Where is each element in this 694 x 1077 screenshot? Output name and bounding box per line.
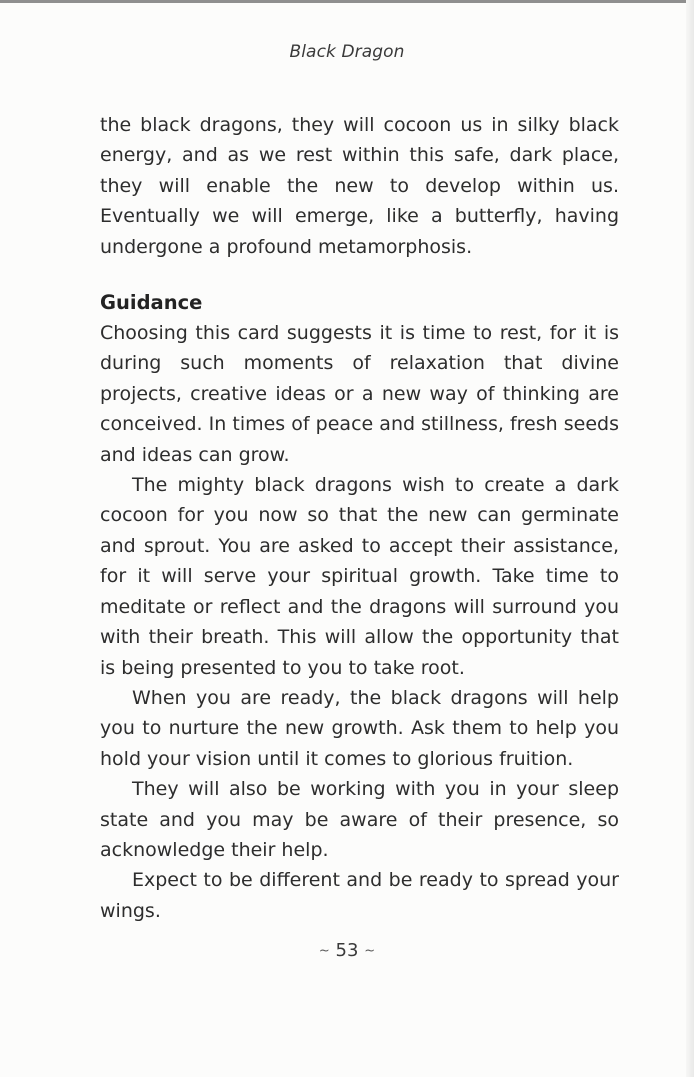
page-folio (0, 940, 694, 961)
folio-ornament-right: ~ (364, 943, 376, 959)
page-edge-shading (686, 0, 694, 1077)
body-paragraph: The mighty black dragons wish to create a dark cocoon for you now so that the new can germinate and sprout. You are asked to accept their assistance, for it will serve your spiritual growth. Take time to meditate or reflect and the dragons will surround you with their breath. This will allow the opportunity that is being presented to you to take root. (100, 474, 619, 679)
folio-ornament-left: ~ (318, 943, 330, 959)
top-edge-shadow (0, 0, 694, 3)
intro-paragraph: the black dragons, they will cocoon us in silky black energy, and as we rest within this safe, dark place, they will enable the new to develop within us. Eventually we will emerge, like a butterfly, having undergone a profound metamorphosis. (100, 114, 619, 258)
body-paragraph: Expect to be different and be ready to spread your wings. (100, 869, 619, 922)
page-body (100, 110, 619, 926)
body-paragraph: They will also be working with you in your sleep state and you may be aware of their presence, so acknowledge their help. (100, 778, 619, 861)
section-heading-guidance: Guidance (100, 291, 203, 315)
body-paragraph: When you are ready, the black dragons will help you to nurture the new growth. Ask them to help you hold your vision until it comes to glorious fruition. (100, 686, 619, 770)
body-paragraph: Choosing this card suggests it is time to rest, for it is during such moments of relaxation that divine projects, creative ideas or a new way of thinking are conceived. In times of peace and stillness, fresh seeds and ideas can grow. (100, 322, 619, 466)
page-number: 53 (335, 940, 359, 961)
running-header: Black Dragon (289, 42, 405, 62)
